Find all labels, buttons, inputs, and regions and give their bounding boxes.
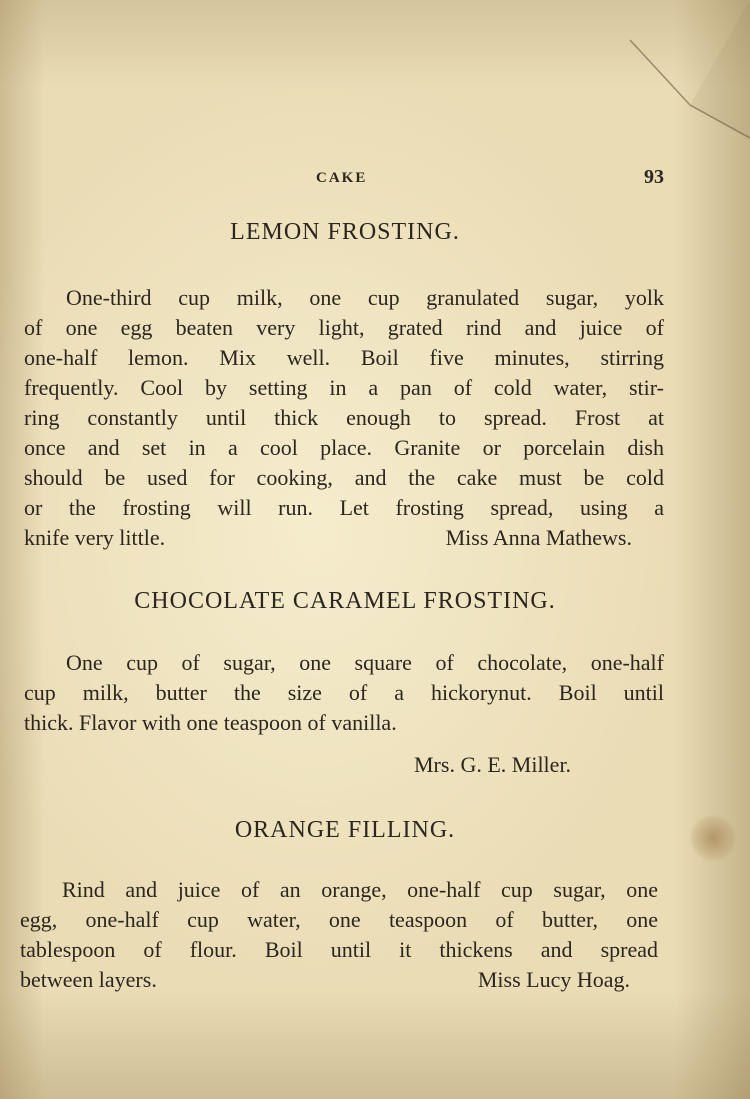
recipe-line-text: knife very little. [24,525,166,550]
recipe-body-chocolate-caramel-frosting [24,648,664,738]
recipe-author: Miss Lucy Hoag. [477,967,630,992]
page-number: 93 [644,166,664,188]
recipe-line: One cup of sugar, one square of chocolate, one-half [66,650,664,675]
recipe-author: Mrs. G. E. Miller. [414,752,572,777]
recipe-line: egg, one-half cup water, one teaspoon of butter, one [20,907,658,932]
recipe-line: tablespoon of flour. Boil until it thickens and spread [20,937,658,962]
paper-stain [690,815,736,861]
recipe-line: Rind and juice of an orange, one-half cup sugar, one [62,877,658,902]
recipe-body-orange-filling [20,875,658,995]
running-head [0,166,750,190]
recipe-line: cup milk, butter the size of a hickorynut. Boil until [24,680,664,705]
recipe-last-line [24,523,664,553]
recipe-line: frequently. Cool by setting in a pan of cold water, stir- [24,375,664,400]
recipe-title-lemon-frosting: LEMON FROSTING. [230,219,460,245]
recipe-body-lemon-frosting [24,283,664,553]
recipe-line: thick. Flavor with one teaspoon of vanilla. [24,710,397,735]
recipe-author: Miss Anna Mathews. [445,525,632,550]
running-title: CAKE [316,170,368,186]
recipe-line: should be used for cooking, and the cake must be cold [24,465,664,490]
recipe-last-line [20,965,658,995]
recipe-line: of one egg beaten very light, grated rind and juice of [24,315,664,340]
recipe-title-chocolate-caramel-frosting: CHOCOLATE CARAMEL FROSTING. [134,588,556,614]
recipe-line: once and set in a cool place. Granite or porcelain dish [24,435,664,460]
recipe-line: or the frosting will run. Let frosting spread, using a [24,495,664,520]
recipe-line: One-third cup milk, one cup granulated sugar, yolk [66,285,664,310]
recipe-line: one-half lemon. Mix well. Boil five minutes, stirring [24,345,664,370]
recipe-title-orange-filling: ORANGE FILLING. [234,817,456,843]
recipe-line-text: between layers. [20,967,157,992]
recipe-line: ring constantly until thick enough to spread. Frost at [24,405,664,430]
corner-crease [620,0,750,140]
